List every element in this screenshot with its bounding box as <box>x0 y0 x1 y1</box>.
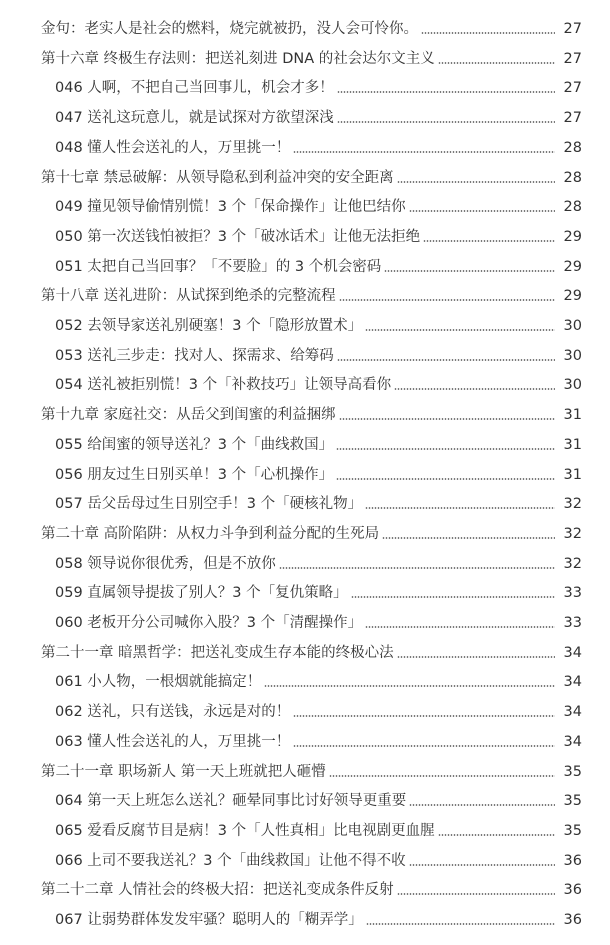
dot-leader <box>336 448 555 450</box>
toc-entry-title: 金句：老实人是社会的燃料，烧完就被扔，没人会可怜你。 <box>41 21 418 37</box>
toc-page-number: 35 <box>563 793 582 810</box>
dot-leader <box>397 656 555 658</box>
toc-page-number: 29 <box>563 288 582 305</box>
dot-leader <box>339 418 555 420</box>
dot-leader <box>365 507 555 509</box>
toc-entry-title: 052 去领导家送礼别硬塞！3 个「隐形放置术」 <box>55 318 363 334</box>
dot-leader <box>366 923 555 925</box>
toc-entry-title: 064 第一天上班怎么送礼？砸晕同事比讨好领导更重要 <box>55 793 407 810</box>
toc-page-number: 31 <box>563 407 582 424</box>
toc-entry-title: 第二十章 高阶陷阱：从权力斗争到利益分配的生死局 <box>41 525 380 542</box>
toc-page-number: 31 <box>563 436 582 453</box>
toc-entry-title: 第十九章 家庭社交：从岳父到闺蜜的利益捆绑 <box>41 407 336 424</box>
toc-section-entry <box>0 489 610 519</box>
dot-leader <box>329 775 555 777</box>
toc-entry-title: 049 撞见领导偷情别慌！3 个「保命操作」让他巴结你 <box>55 199 406 216</box>
toc-section-entry <box>0 370 610 400</box>
toc-chapter-entry <box>0 44 610 74</box>
toc-entry-title: 051 太把自己当回事？「不要脸」的 3 个机会密码 <box>55 258 382 275</box>
toc-section-entry <box>0 192 610 222</box>
dot-leader <box>394 388 555 390</box>
dot-leader <box>409 864 555 866</box>
dot-leader <box>421 32 555 34</box>
toc-page-number: 29 <box>563 258 582 275</box>
toc-quote-entry <box>0 14 610 44</box>
toc-page-number: 36 <box>563 912 582 928</box>
dot-leader <box>438 834 555 836</box>
toc-page-number: 30 <box>563 347 582 364</box>
toc-entry-title: 061 小人物，一根烟就能搞定！ <box>55 674 262 691</box>
toc-page-number: 27 <box>563 21 582 37</box>
dot-leader <box>337 359 555 361</box>
toc-entry-title: 062 送礼，只有送钱，永远是对的！ <box>55 704 291 721</box>
toc-entry-title: 057 岳父岳母过生日别空手！3 个「硬核礼物」 <box>55 496 363 513</box>
toc-entry-title: 046 人啊，不把自己当回事儿，机会才多！ <box>55 80 334 97</box>
dot-leader <box>293 715 555 717</box>
toc-page-number: 34 <box>563 644 582 661</box>
toc-section-entry <box>0 727 610 757</box>
toc-entry-title: 055 给闺蜜的领导送礼？3 个「曲线救国」 <box>55 436 334 453</box>
toc-section-entry <box>0 460 610 490</box>
toc-page-number: 28 <box>563 199 582 216</box>
toc-page-number: 36 <box>563 852 582 869</box>
toc-section-entry <box>0 608 610 638</box>
dot-leader <box>382 537 555 539</box>
toc-page-number: 27 <box>563 50 582 67</box>
toc-entry-title: 第二十二章 人情社会的终极大招：把送礼变成条件反射 <box>41 882 394 899</box>
dot-leader <box>279 567 555 569</box>
dot-leader <box>397 893 555 895</box>
toc-section-entry <box>0 667 610 697</box>
toc-entry-title: 048 懂人性会送礼的人，万里挑一！ <box>55 139 291 156</box>
toc-page-number: 35 <box>563 822 582 839</box>
toc-chapter-entry <box>0 163 610 193</box>
toc-page-number: 34 <box>563 704 582 721</box>
toc-section-entry <box>0 846 610 876</box>
toc-entry-title: 056 朋友过生日别买单！3 个「心机操作」 <box>55 466 334 483</box>
toc-section-entry <box>0 816 610 846</box>
toc-chapter-entry <box>0 519 610 549</box>
dot-leader <box>365 329 555 331</box>
dot-leader <box>365 626 555 628</box>
toc-entry-title: 第二十一章 暗黑哲学：把送礼变成生存本能的终极心法 <box>41 644 394 661</box>
toc-page-number: 27 <box>563 110 582 127</box>
toc-entry-title: 063 懂人性会送礼的人，万里挑一！ <box>55 733 291 750</box>
toc-entry-title: 053 送礼三步走：找对人、探需求、给筹码 <box>55 347 334 364</box>
dot-leader <box>384 270 555 272</box>
toc-page-number: 29 <box>563 228 582 245</box>
dot-leader <box>293 745 555 747</box>
dot-leader <box>293 151 555 153</box>
toc-page-number: 31 <box>563 466 582 483</box>
toc-page-number: 36 <box>563 882 582 899</box>
toc-page-number: 34 <box>563 733 582 750</box>
toc-entry-title: 第十六章 终极生存法则：把送礼刻进 DNA 的社会达尔文主义 <box>41 50 435 67</box>
toc-page-number: 35 <box>563 763 582 780</box>
toc-page-number: 27 <box>563 80 582 97</box>
toc-page-number: 32 <box>563 525 582 542</box>
toc-entry-title: 058 领导说你很优秀，但是不放你 <box>55 555 276 572</box>
toc-section-entry <box>0 578 610 608</box>
toc-section-entry <box>0 133 610 163</box>
toc-page-number: 33 <box>563 585 582 602</box>
dot-leader <box>409 804 555 806</box>
dot-leader <box>438 62 555 64</box>
toc-entry-title: 066 上司不要我送礼？3 个「曲线救国」让他不得不收 <box>55 852 406 869</box>
toc-page-number: 32 <box>563 555 582 572</box>
toc-section-entry <box>0 252 610 282</box>
dot-leader <box>409 210 555 212</box>
toc-page-number: 28 <box>563 139 582 156</box>
dot-leader <box>337 121 555 123</box>
toc-entry-title: 054 送礼被拒别慌！3 个「补救技巧」让领导高看你 <box>55 377 392 394</box>
toc-section-entry <box>0 311 610 341</box>
toc-chapter-entry <box>0 875 610 905</box>
toc-page-number: 33 <box>563 615 582 631</box>
toc-entry-title: 065 爱看反腐节目是病！3 个「人性真相」比电视剧更血腥 <box>55 822 435 839</box>
toc-entry-title: 047 送礼这玩意儿，就是试探对方欲望深浅 <box>55 110 334 127</box>
toc-entry-title: 067 让弱势群体发发牢骚？聪明人的「糊弄学」 <box>55 912 363 928</box>
dot-leader <box>339 299 555 301</box>
dot-leader <box>351 596 555 598</box>
toc-entry-title: 050 第一次送钱怕被拒？3 个「破冰话术」让他无法拒绝 <box>55 228 421 245</box>
dot-leader <box>336 478 555 480</box>
dot-leader <box>337 91 555 93</box>
toc-entry-title: 060 老板开分公司喊你入股？3 个「清醒操作」 <box>55 615 363 631</box>
toc-chapter-entry <box>0 400 610 430</box>
toc-section-entry <box>0 697 610 727</box>
toc-page-number: 28 <box>563 169 582 186</box>
toc-chapter-entry <box>0 281 610 311</box>
toc-page-number: 34 <box>563 674 582 691</box>
toc-section-entry <box>0 222 610 252</box>
toc-section-entry <box>0 549 610 579</box>
toc-section-entry <box>0 103 610 133</box>
toc-section-entry <box>0 430 610 460</box>
toc-section-entry <box>0 786 610 816</box>
toc-chapter-entry <box>0 757 610 787</box>
dot-leader <box>423 240 555 242</box>
toc-page-number: 32 <box>563 496 582 513</box>
toc-section-entry <box>0 905 610 935</box>
toc-entry-title: 059 直属领导提拔了别人？3 个「复仇策略」 <box>55 585 348 602</box>
toc-page-number: 30 <box>563 377 582 394</box>
toc-chapter-entry <box>0 638 610 668</box>
toc-section-entry <box>0 341 610 371</box>
toc-section-entry <box>0 73 610 103</box>
toc-entry-title: 第十八章 送礼进阶：从试探到绝杀的完整流程 <box>41 288 336 305</box>
toc-entry-title: 第十七章 禁忌破解：从领导隐私到利益冲突的安全距离 <box>41 169 394 186</box>
toc-entry-title: 第二十一章 职场新人 第一天上班就把人砸懵 <box>41 763 326 780</box>
toc-page-number: 30 <box>563 318 582 334</box>
dot-leader <box>264 685 555 687</box>
dot-leader <box>397 181 555 183</box>
